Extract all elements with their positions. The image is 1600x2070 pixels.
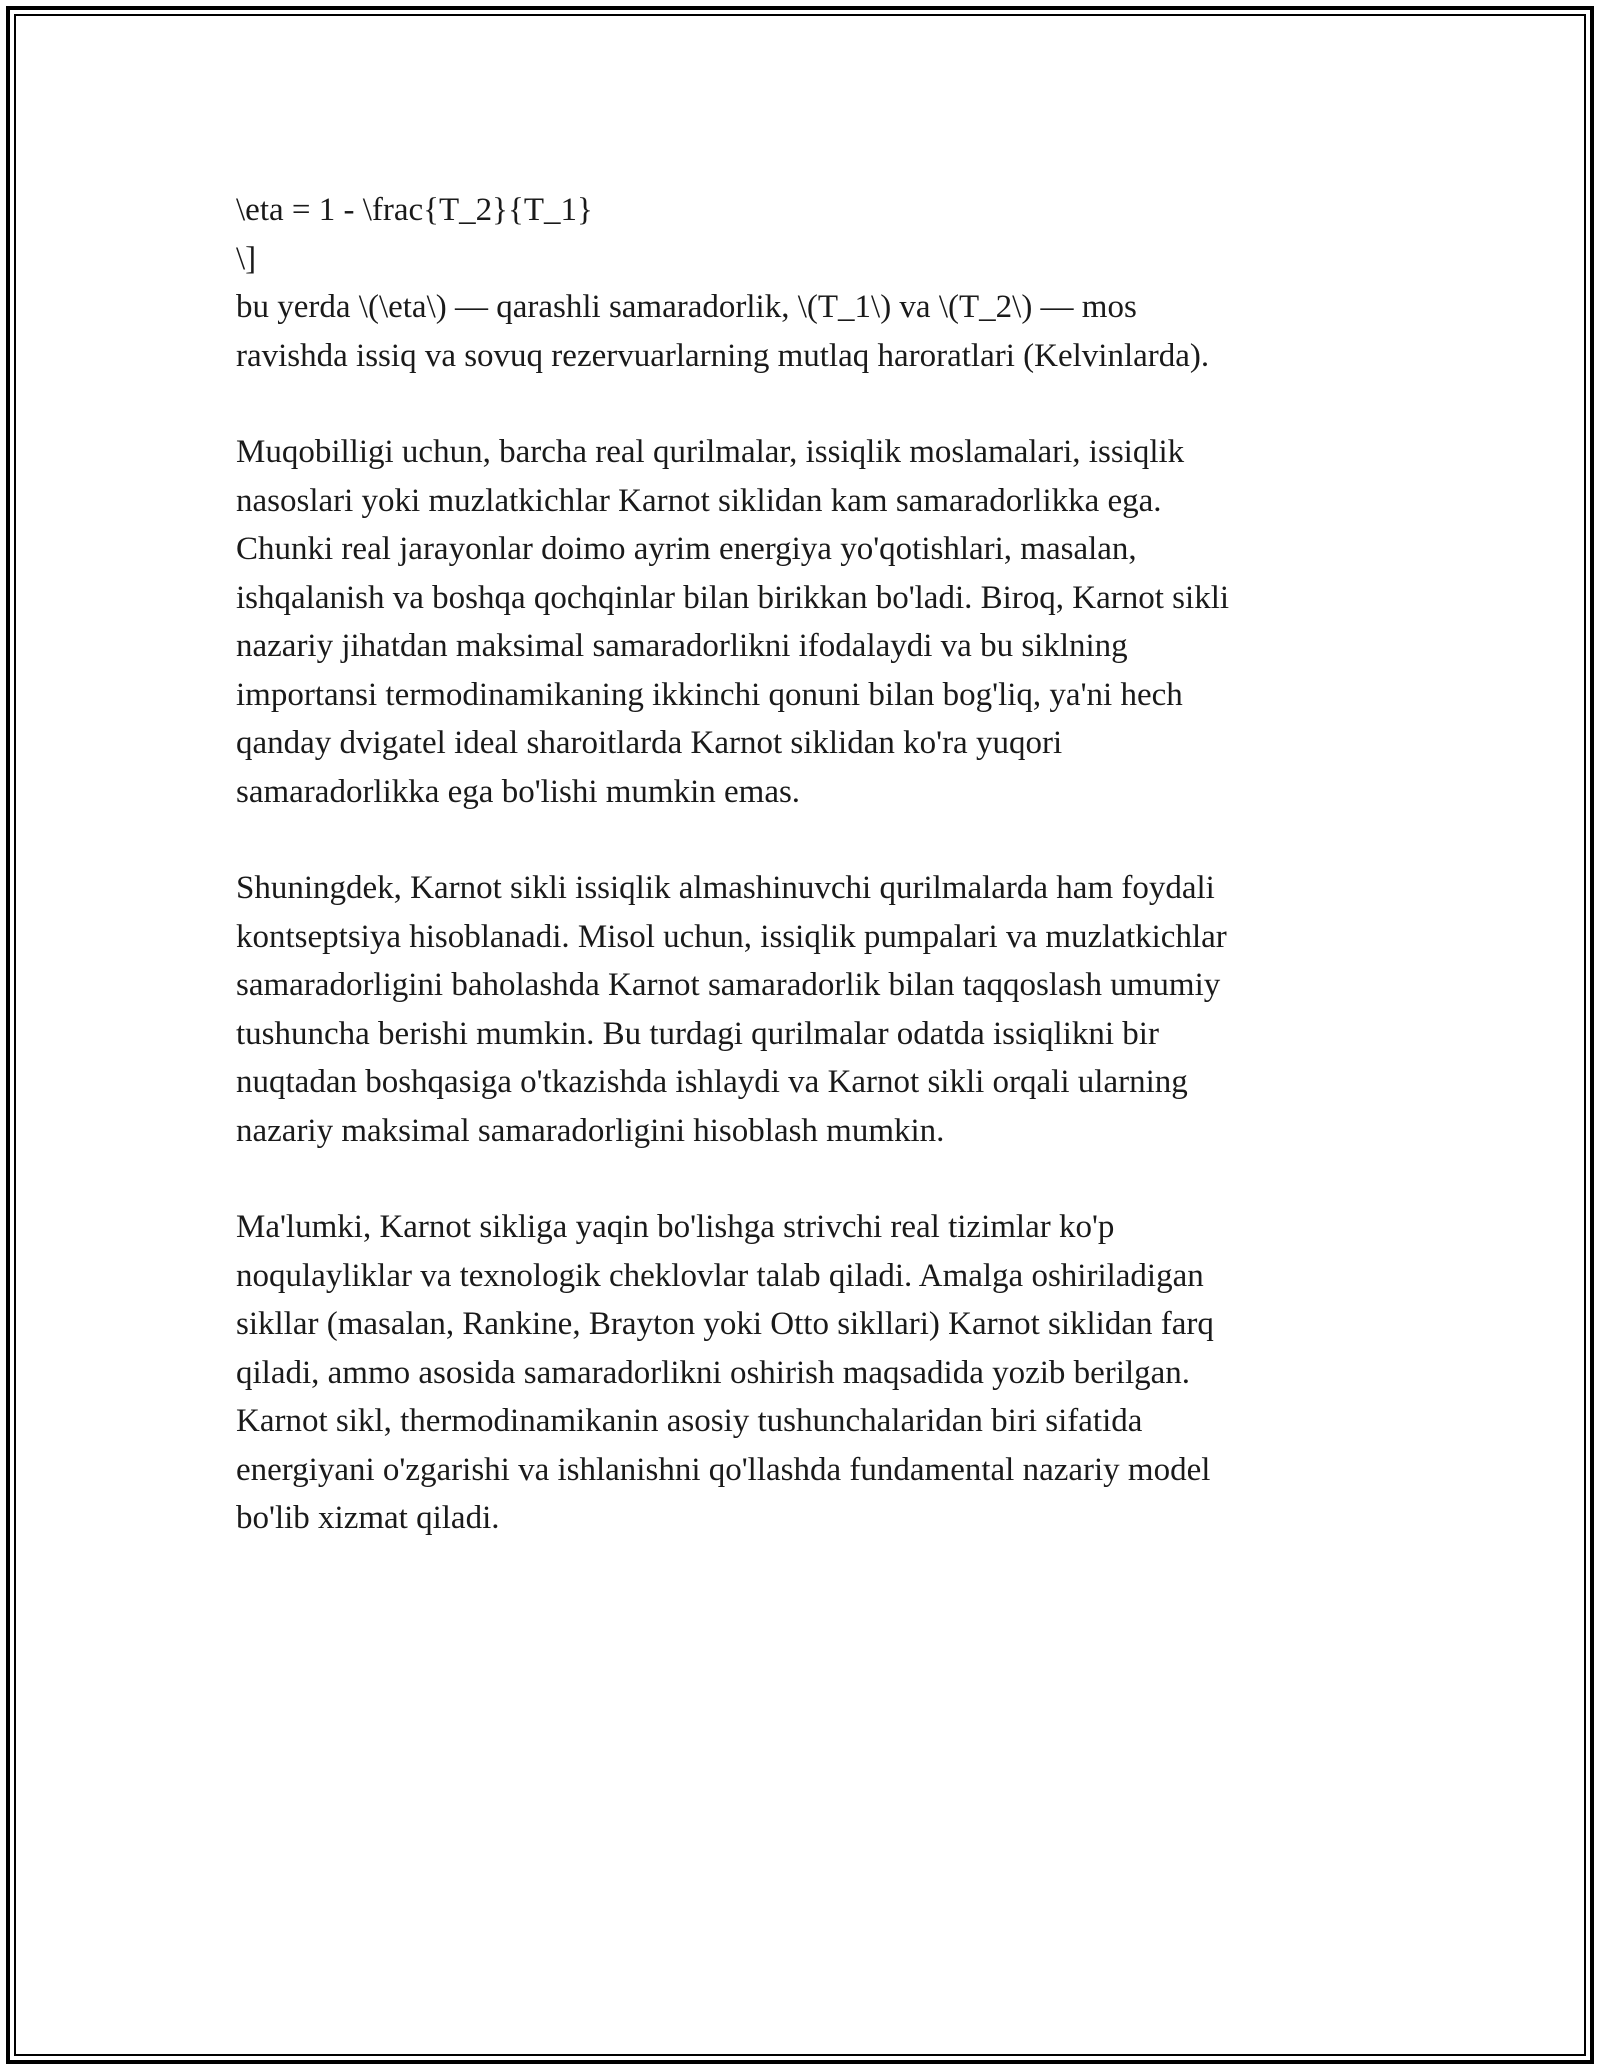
formula-line: \eta = 1 - \frac{T_2}{T_1} [236, 192, 593, 228]
paragraph-definitions [236, 283, 1366, 380]
text-line: Ma'lumki, Karnot sikliga yaqin bo'lishga strivchi real tizimlar ko'p [236, 1209, 1115, 1245]
paragraph-real-devices [236, 428, 1366, 816]
text-line: nazariy maksimal samaradorligini hisoblash mumkin. [236, 1112, 945, 1149]
text-line: bo'lib xizmat qiladi. [236, 1500, 500, 1536]
formula-block [236, 186, 1366, 283]
paragraph-real-systems [236, 1203, 1366, 1543]
text-line: nasoslari yoki muzlatkichlar Karnot siklidan kam samaradorlikka ega. [236, 482, 1162, 519]
text-line: Shuningdek, Karnot sikli issiqlik almashinuvchi qurilmalarda ham foydali [236, 870, 1215, 906]
text-line: noqulayliklar va texnologik cheklovlar talab qiladi. Amalga oshiriladigan [236, 1257, 1204, 1294]
text-line: bu yerda \(\eta\) — qarashli samaradorlik, \(T_1\) va \(T_2\) — mos [236, 289, 1137, 325]
text-line: Muqobilligi uchun, barcha real qurilmalar, issiqlik moslamalari, issiqlik [236, 434, 1185, 470]
text-line: nazariy jihatdan maksimal samaradorlikni ifodalaydi va bu siklning [236, 628, 1128, 664]
text-line: samaradorlikka ega bo'lishi mumkin emas. [236, 773, 801, 810]
text-line: nuqtadan boshqasiga o'tkazishda ishlaydi va Karnot sikli orqali ularning [236, 1064, 1188, 1100]
text-line: importansi termodinamikaning ikkinchi qonuni bilan bog'liq, ya'ni hech [236, 676, 1183, 713]
text-line: qanday dvigatel ideal sharoitlarda Karnot siklidan ko'ra yuqori [236, 725, 1063, 761]
text-line: samaradorligini baholashda Karnot samaradorlik bilan taqqoslash umumiy [236, 967, 1221, 1003]
text-line: kontseptsiya hisoblanadi. Misol uchun, issiqlik pumpalari va muzlatkichlar [236, 918, 1227, 955]
text-line: Chunki real jarayonlar doimo ayrim energiya yo'qotishlari, masalan, [236, 531, 1137, 567]
text-line: energiyani o'zgarishi va ishlanishni qo'llashda fundamental nazariy model [236, 1451, 1211, 1488]
text-line: sikllar (masalan, Rankine, Brayton yoki Otto sikllari) Karnot siklidan farq [236, 1306, 1214, 1342]
formula-line: \] [236, 240, 257, 277]
text-line: Karnot sikl, thermodinamikanin asosiy tushunchalaridan biri sifatida [236, 1403, 1143, 1439]
text-line: ravishda issiq va sovuq rezervuarlarning mutlaq haroratlari (Kelvinlarda). [236, 337, 1210, 374]
paragraph-heat-exchange [236, 864, 1366, 1155]
text-line: tushuncha berishi mumkin. Bu turdagi qurilmalar odatda issiqlikni bir [236, 1015, 1159, 1052]
text-line: ishqalanish va boshqa qochqinlar bilan birikkan bo'ladi. Biroq, Karnot sikli [236, 579, 1230, 616]
text-line: qiladi, ammo asosida samaradorlikni oshirish maqsadida yozib berilgan. [236, 1354, 1191, 1391]
document-body [236, 186, 1366, 1591]
